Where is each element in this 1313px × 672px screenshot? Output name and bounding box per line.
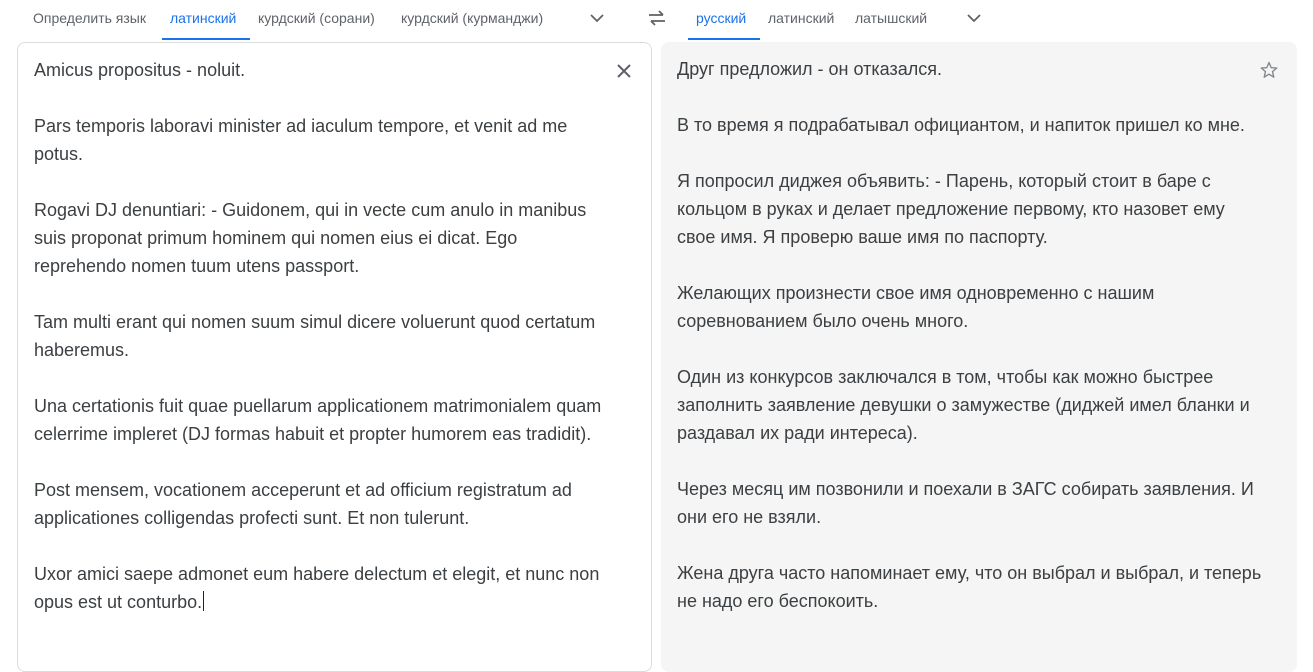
tab-target-latvian[interactable]: латышский <box>855 10 928 26</box>
target-paragraph: Через месяц им позвонили и поехали в ЗАГС собирать заявления. И они его не взяли. <box>677 479 1259 527</box>
swap-languages-button[interactable] <box>645 6 669 30</box>
source-more-languages-button[interactable] <box>585 6 609 30</box>
star-outline-icon <box>1259 60 1279 80</box>
source-paragraph-text: Uxor amici saepe admonet eum habere delectum et elegit, et nunc non opus est ut conturbo. <box>34 564 605 612</box>
tab-source-kurdish-kurmanji[interactable]: курдский (курманджи) <box>401 10 544 26</box>
source-paragraph: Rogavi DJ denuntiari: - Guidonem, qui in vecte cum anulo in manibus suis proponat primum hominem qui nomen eius ei dicat. Ego reprehendo nomen tuum utens passport. <box>34 200 592 276</box>
tab-target-latin[interactable]: латинский <box>768 10 835 26</box>
save-translation-button[interactable] <box>1257 58 1281 82</box>
translation-panel <box>661 42 1297 672</box>
close-icon <box>616 63 632 79</box>
target-paragraph: В то время я подрабатывал официантом, и напиток пришел ко мне. <box>677 115 1245 135</box>
tab-source-kurdish-sorani[interactable]: курдский (сорани) <box>258 10 375 26</box>
tab-source-latin[interactable]: латинский <box>162 0 250 40</box>
swap-arrows-icon <box>646 9 668 27</box>
target-paragraph: Жена друга часто напоминает ему, что он выбрал и выбрал, и теперь не надо его беспокоить. <box>677 563 1267 611</box>
clear-source-button[interactable] <box>612 59 636 83</box>
source-paragraph: Una certationis fuit quae puellarum applicationem matrimonialem quam celerrime impleret (DJ formas habuit et propter humorem eas tradidit). <box>34 396 607 444</box>
source-paragraph: Post mensem, vocationem acceperunt et ad officium registratum ad applicationes colligendas profecti sunt. Et non tulerunt. <box>34 480 577 528</box>
text-cursor <box>203 591 204 611</box>
source-textarea[interactable] <box>34 56 607 616</box>
source-paragraph: Pars temporis laboravi minister ad iaculum tempore, et venit ad me potus. <box>34 116 573 164</box>
tab-target-russian[interactable]: русский <box>688 0 760 40</box>
source-paragraph-last <box>34 560 604 616</box>
source-text-panel[interactable] <box>17 42 652 672</box>
language-bar <box>0 0 1313 42</box>
source-paragraph: Tam multi erant qui nomen suum simul dicere voluerunt quod certatum haberemus. <box>34 312 601 360</box>
target-paragraph: Один из конкурсов заключался в том, чтобы как можно быстрее заполнить заявление девушки о замужестве (диджей имел бланки и раздавал их ради интереса). <box>677 367 1255 443</box>
chevron-down-icon <box>966 13 982 23</box>
target-paragraph: Желающих произнести свое имя одновременно с нашим соревнованием было очень много. <box>677 283 1160 331</box>
source-paragraph: Amicus propositus - noluit. <box>34 60 246 80</box>
chevron-down-icon <box>589 13 605 23</box>
target-more-languages-button[interactable] <box>962 6 986 30</box>
target-paragraph: Друг предложил - он отказался. <box>677 59 942 79</box>
tab-detect-language[interactable]: Определить язык <box>33 10 146 26</box>
translation-output <box>677 55 1267 615</box>
target-paragraph: Я попросил диджея объявить: - Парень, который стоит в баре с кольцом в руках и делает предложение первому, кто назовет ему свое имя. Я проверю ваше имя по паспорту. <box>677 171 1230 247</box>
